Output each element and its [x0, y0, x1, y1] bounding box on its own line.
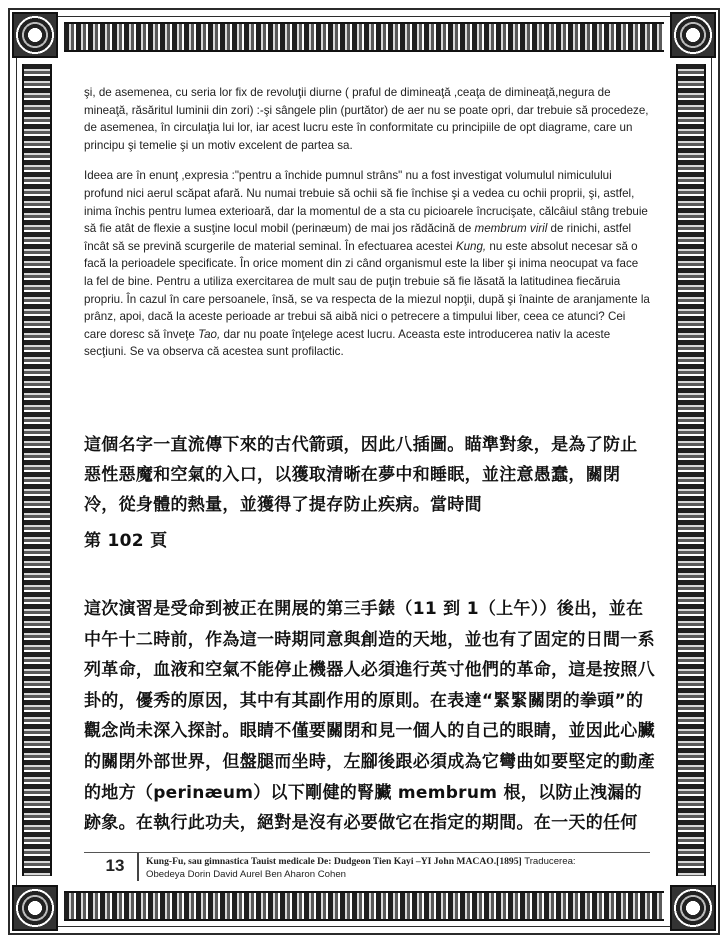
- footer-divider: [84, 852, 650, 853]
- border-band-left: [22, 64, 52, 876]
- paragraph-romanian-1: şi, de asemenea, cu seria lor fix de revoluţii diurne ( praful de dimineaţă ,ceaţa de dimineaţă,negura de mineaţă, răsăritul luminii din zori) :-şi sângele plin (purtător) de aer nu se poate opri, dar trebuie să procedeze, de asemenea, în circulaţia lui lor, iar acest lucru este în conformitate cu principiile de opt diagrame, care un principu şi temelie şi un motiv excelent de partea sa.: [84, 86, 649, 152]
- border-band-bottom: [64, 891, 664, 921]
- footer-separator: [137, 853, 139, 881]
- paragraph-romanian-2: [84, 167, 650, 361]
- border-corner-ornament: [670, 12, 716, 58]
- paragraph-chinese-1: 這個名字一直流傳下來的古代箭頭，因此八插圖。瞄準對象，是為了防止惡性惡魔和空氣的入口，以獲取清晰在夢中和睡眠，並注意愚蠢，關閉冷，從身體的熱量，並獲得了提存防止疾病。當時間: [84, 435, 638, 515]
- border-corner-ornament: [12, 885, 58, 931]
- italic-term: Kung,: [455, 239, 487, 253]
- footer-title: Kung-Fu, sau gimnastica Tauist medicale De: Dudgeon Tien Kayi –YI John MACAO.[1895]: [146, 856, 522, 867]
- paragraph-text: de rinichi, astfel încât să se prevină scurgerile de material seminal. În efectuarea acestei: [84, 222, 632, 253]
- romanian-text-block: [84, 84, 650, 361]
- paragraph-text: dar nu poate înţelege acest lucru. Aceasta este introducerea nativ la aceste secţiuni. Se va observa că acestea sunt profilactic.: [84, 327, 611, 359]
- paragraph-text: Ideea are în enunţ ,expresia :"pentru a închide pumnul strâns" nu a fost investigat volumulul nimiculului profund nici aerul scăpat afară. Nu numai trebuie să ochii să fie închise şi a vedea cu ochii proprii, şi, astfel, inima închis pentru lumea exterioară, dar la momentul de a sta cu picioarele încrucişate, călcâiul stâng trebuie să fie atât de flexie a susţine locul mobil (perinæum) de mai jos rădăcină de: [84, 169, 648, 236]
- paragraph-text: nu este absolut necesar să o facă la perioadele specificate. În orice moment din zi când organismul este la liber şi inima neocupat va face la fel de bine. Pentru a utiliza exercitarea de mult sau de puţin trebuie să fie lăsată la latitudinea fiecăruia propriu. În cazul în care persoanele, însă, se va respecta de la miezul nopţii, după şi înainte de aranjamente la prânz, apoi, dacă la aceste perioade ar trebui să aibă nici o petrecere a timpului liber, ceea ce atunci? Cei care doresc să înveţe: [84, 239, 650, 341]
- border-band-right: [676, 64, 706, 876]
- footer-translator-name: Obedeya Dorin David Aurel Ben Aharon Cohen: [146, 869, 346, 880]
- footer-translator-prefix: Traducerea:: [521, 856, 576, 867]
- paragraph-chinese-2: 這次演習是受命到被正在開展的第三手錶（11 到 1（上午））後出，並在中午十二時前，作為這一時期同意與創造的天地，並也有了固定的日間一系列革命，血液和空氣不能停止機器人必須進行英寸他們的革命，這是按照八卦的，優秀的原因，其中有其副作用的原則。在表達“緊緊關閉的拳頭”的觀念尚未深入探討。眼睛不僅要關閉和見一個人的自己的眼睛，並因此心臟的關閉外部世界，但盤腿而坐時，左腳後跟必須成為它彎曲如要堅定的動產的地方（perinæum）以下剛健的腎臟 membrum 根，以防止洩漏的跡象。在執行此功夫，絕對是沒有必要做它在指定的期間。在一天的任何: [84, 599, 655, 834]
- footer-credit: [146, 855, 656, 881]
- border-corner-ornament: [12, 12, 58, 58]
- border-corner-ornament: [670, 885, 716, 931]
- italic-term: Tao,: [198, 327, 221, 341]
- border-band-top: [64, 22, 664, 52]
- page-number: 13: [105, 856, 125, 875]
- page-reference: 第 102 頁: [84, 531, 168, 551]
- italic-term: membrum viril: [474, 222, 548, 236]
